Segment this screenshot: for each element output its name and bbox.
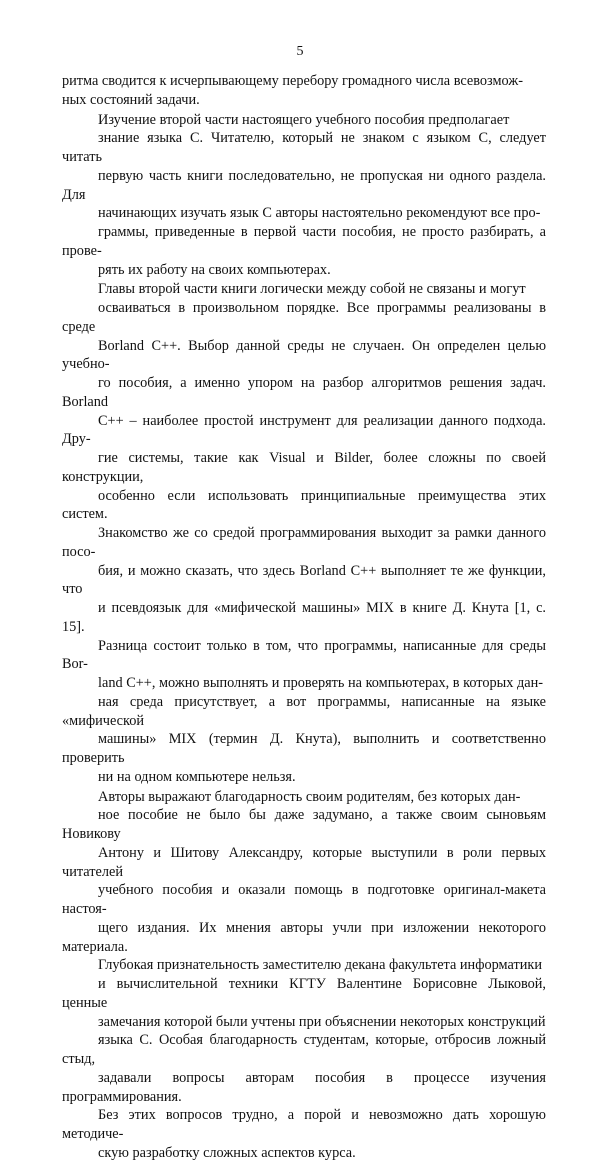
text-line: Авторы выражают благодарность своим родителям, без которых дан-: [98, 788, 521, 805]
text-line: замечания которой были учтены при объяснении некоторых конструкций: [98, 1013, 546, 1030]
text-line: и вычислительной техники КГТУ Валентине Борисовне Лыковой, ценные: [62, 976, 546, 1011]
text-line: Глубокая признательность заместителю декана факультета информатики: [98, 957, 542, 974]
text-line: особенно если использовать принципиальные преимущества этих систем.: [62, 487, 546, 523]
paragraph: [62, 280, 546, 786]
paragraph: [62, 788, 546, 1163]
text-line: граммы, приведенные в первой части пособия, не просто разбирать, а прове-: [62, 224, 546, 259]
text-line: Знакомство же со средой программирования выходит за рамки данного посо-: [62, 525, 546, 560]
text-line: ни на одном компьютере нельзя.: [98, 768, 296, 785]
text-line: ных состояний задачи.: [62, 91, 200, 108]
text-line: скую разработку сложных аспектов курса.: [98, 1144, 356, 1161]
text-line: ное пособие не было бы даже задумано, а также своим сыновьям Новикову: [62, 807, 546, 842]
text-line: первую часть книги последовательно, не пропуская ни одного раздела. Для: [62, 167, 546, 203]
text-line: осваиваться в произвольном порядке. Все программы реализованы в среде: [62, 300, 546, 335]
text-line: Антону и Шитову Александру, которые выступили в роли первых читателей: [62, 844, 546, 880]
text-line: го пособия, а именно упором на разбор алгоритмов решения задач. Borland: [62, 375, 546, 410]
text-line: бия, и можно сказать, что здесь Borland C++ выполняет те же функции, что: [62, 562, 546, 598]
paragraph: [62, 111, 546, 280]
text-line: гие системы, такие как Visual и Bilder, более сложны по своей конструкции,: [62, 450, 546, 485]
text-line: Без этих вопросов трудно, а порой и невозможно дать хорошую методиче-: [62, 1107, 546, 1142]
page-number: 5: [296, 44, 304, 59]
text-line: land C++, можно выполнять и проверять на компьютерах, в которых дан-: [98, 675, 543, 691]
body-text: [62, 72, 546, 1163]
text-line: Разница состоит только в том, что программы, написанные для среды Bor-: [62, 637, 546, 673]
text-line: учебного пособия и оказали помощь в подготовке оригинал-макета настоя-: [62, 882, 546, 917]
text-line: щего издания. Их мнения авторы учли при изложении некоторого материала.: [62, 919, 546, 955]
text-line: рять их работу на своих компьютерах.: [98, 261, 331, 278]
paragraph: [62, 72, 546, 110]
text-line: Borland C++. Выбор данной среды не случаен. Он определен целью учебно-: [62, 337, 546, 373]
text-line: начинающих изучать язык С авторы настоятельно рекомендуют все про-: [98, 205, 541, 222]
text-line: ритма сводится к исчерпывающему перебору громадного числа всевозмож-: [62, 73, 523, 89]
text-line: задавали вопросы авторам пособия в процессе изучения программирования.: [62, 1069, 546, 1105]
text-line: знание языка С. Читателю, который не знаком с языком С, следует читать: [62, 130, 546, 165]
text-line: языка С. Особая благодарность студентам, которые, отбросив ложный стыд,: [62, 1032, 546, 1067]
text-line: C++ – наиболее простой инструмент для реализации данного подхода. Дру-: [62, 412, 546, 448]
text-line: машины» MIX (термин Д. Кнута), выполнить и соответственно проверить: [62, 731, 546, 766]
text-line: и псевдоязык для «мифической машины» MIX в книге Д. Кнута [1, с. 15].: [62, 600, 546, 635]
text-line: Главы второй части книги логически между собой не связаны и могут: [98, 281, 526, 298]
text-line: ная среда присутствует, а вот программы, написанные на языке «мифической: [62, 693, 546, 729]
text-line: Изучение второй части настоящего учебного пособия предполагает: [98, 111, 510, 128]
